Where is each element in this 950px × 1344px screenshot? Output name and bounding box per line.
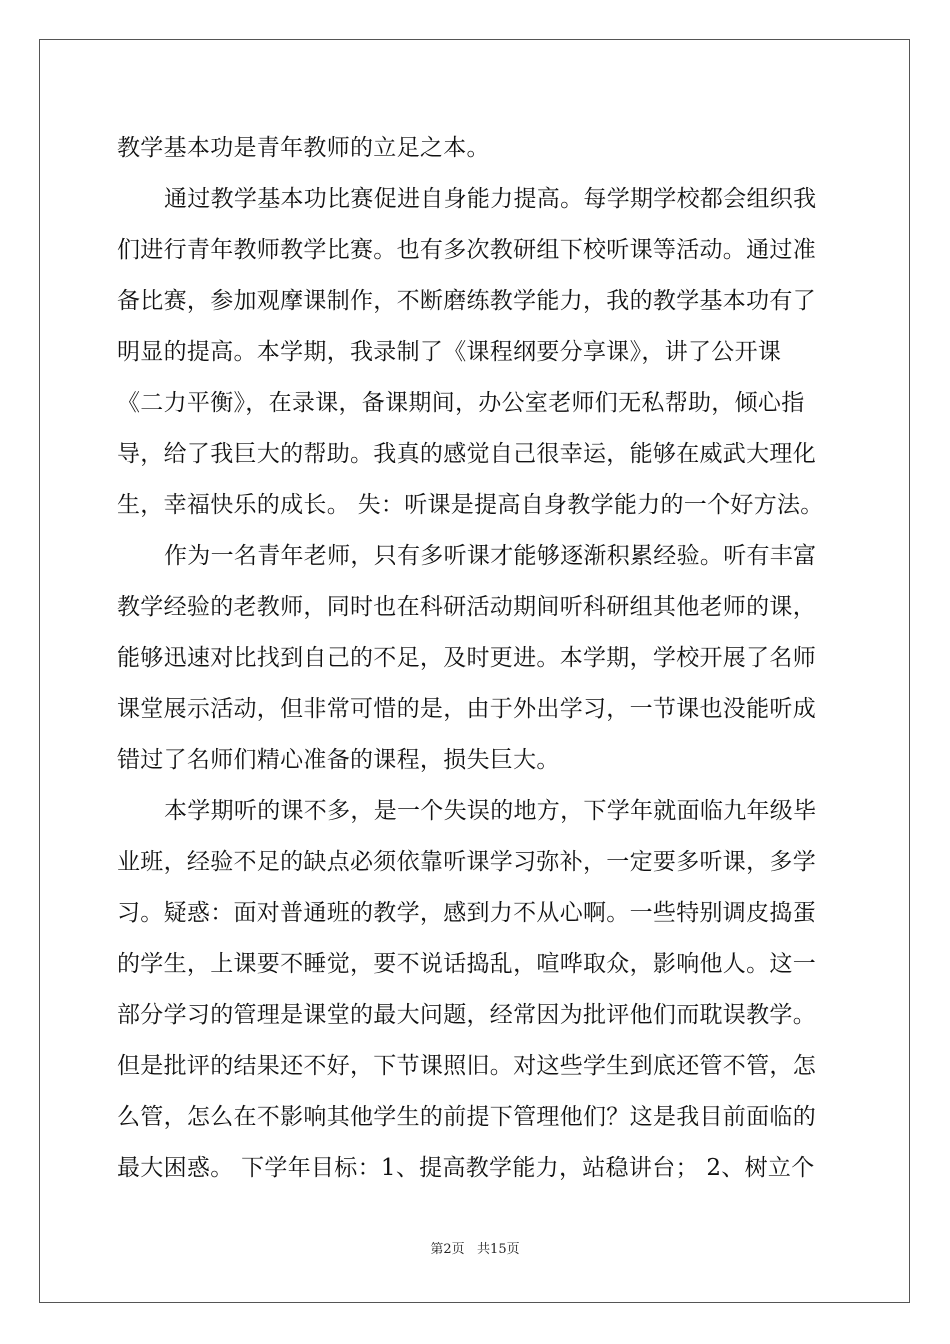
text-line: 们进行青年教师教学比赛。也有多次教研组下校听课等活动。通过准: [117, 237, 816, 263]
text-line: 通过教学基本功比赛促进自身能力提高。每学期学校都会组织我: [164, 186, 817, 212]
text-line: 的学生，上课要不睡觉，要不说话捣乱，喧哗取众，影响他人。这一: [117, 951, 816, 977]
text-line: 教学经验的老教师，同时也在科研活动期间听科研组其他老师的课，: [117, 594, 816, 620]
text-line: 导，给了我巨大的帮助。我真的感觉自己很幸运，能够在威武大理化: [117, 441, 816, 467]
text-line: 能够迅速对比找到自己的不足，及时更进。本学期，学校开展了名师: [117, 645, 816, 671]
text-line: 备比赛，参加观摩课制作，不断磨练教学能力，我的教学基本功有了: [117, 288, 816, 314]
text-line: 作为一名青年老师，只有多听课才能够逐渐积累经验。听有丰富: [164, 543, 817, 569]
text-line: 业班，经验不足的缺点必须依靠听课学习弥补，一定要多听课，多学: [117, 849, 816, 875]
text-line: 教学基本功是青年教师的立足之本。: [117, 135, 490, 161]
text-line: 错过了名师们精心准备的课程，损失巨大。: [117, 747, 560, 773]
text-line: 但是批评的结果还不好，下节课照旧。对这些学生到底还管不管，怎: [117, 1053, 816, 1079]
text-line: 《二力平衡》，在录课，备课期间，办公室老师们无私帮助，倾心指: [117, 390, 805, 416]
text-line: 么管，怎么在不影响其他学生的前提下管理他们？这是我目前面临的: [117, 1104, 816, 1130]
text-line: 习。疑惑：面对普通班的教学，感到力不从心啊。一些特别调皮捣蛋: [117, 900, 816, 926]
text-line: 最大困惑。 下学年目标：1、提高教学能力，站稳讲台； 2、树立个: [117, 1155, 815, 1181]
text-line: 生，幸福快乐的成长。 失：听课是提高自身教学能力的一个好方法。: [117, 492, 824, 518]
text-line: 部分学习的管理是课堂的最大问题，经常因为批评他们而耽误教学。: [117, 1002, 816, 1028]
text-line: 本学期听的课不多，是一个失误的地方，下学年就面临九年级毕: [164, 798, 817, 824]
text-line: 明显的提高。本学期，我录制了《课程纲要分享课》，讲了公开课: [117, 339, 782, 365]
page-number-footer: 第2页 共15页: [430, 1242, 520, 1257]
text-line: 课堂展示活动，但非常可惜的是，由于外出学习，一节课也没能听成: [117, 696, 816, 722]
